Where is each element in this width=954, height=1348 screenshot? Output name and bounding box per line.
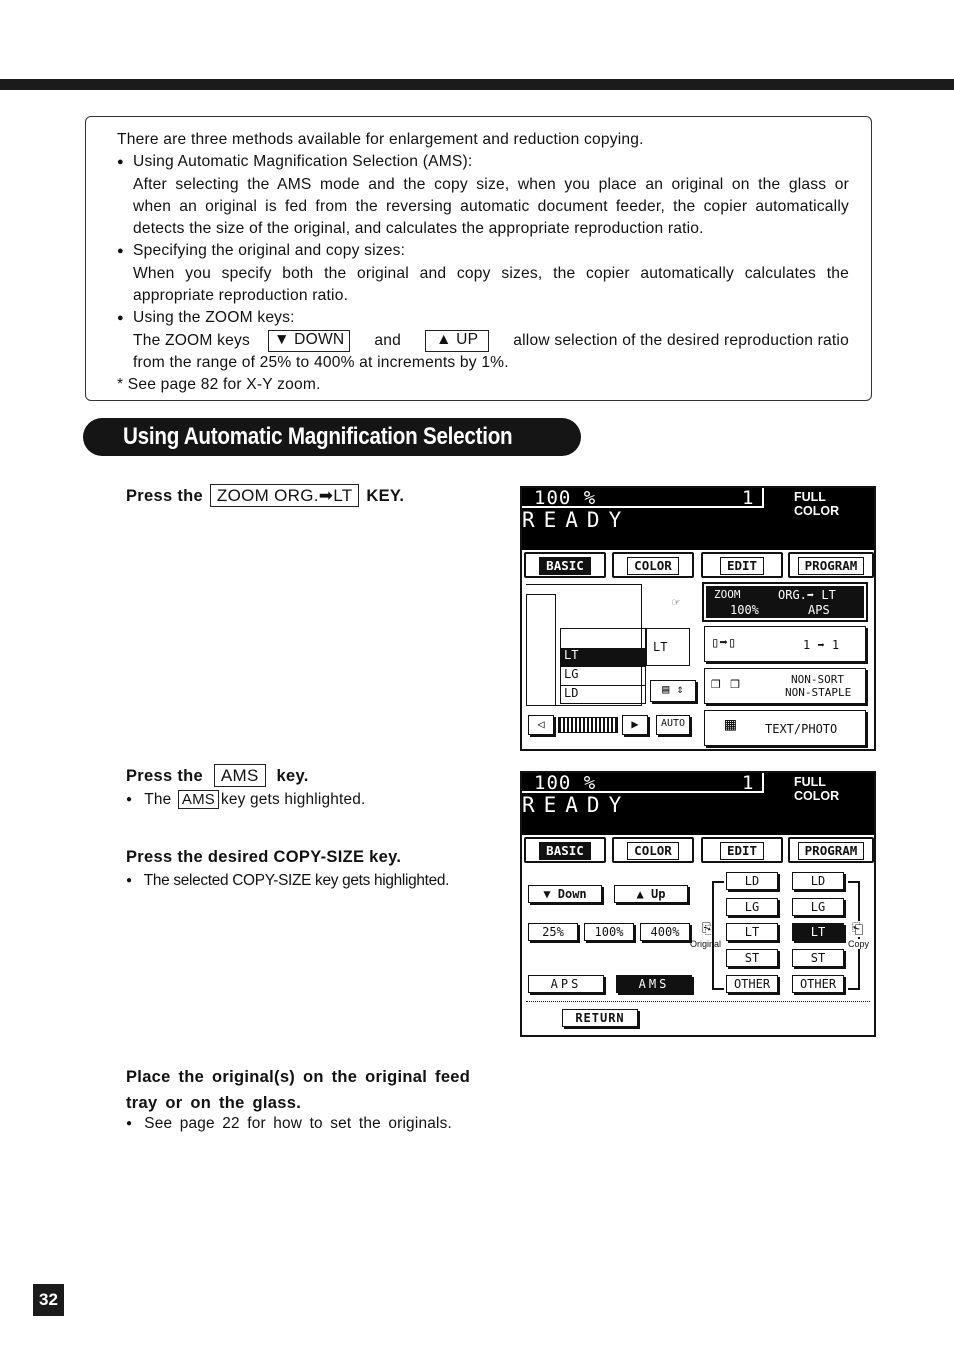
tray-lg[interactable]: LG — [560, 667, 646, 686]
document-icon: ▦ — [725, 714, 736, 735]
zoom-org-key-label: ZOOM ORG.➡LT — [210, 484, 360, 507]
tab-program[interactable]: PROGRAM — [788, 837, 874, 863]
tab-color[interactable]: COLOR — [612, 837, 694, 863]
control-panel-basic — [520, 486, 876, 751]
intro-text: and — [374, 331, 401, 349]
copy-label: Copy — [848, 939, 870, 949]
zoom-up-button[interactable]: ▲ Up — [614, 885, 688, 903]
copy-icon: ⎗ — [852, 921, 864, 937]
tab-program[interactable]: PROGRAM — [788, 552, 874, 578]
bullet-sizes: ● Specifying the original and copy sizes: — [117, 240, 849, 262]
intro-line: when an original is fed from the reversing automatic document feeder, the copier automatically — [133, 197, 849, 215]
intro-line — [117, 330, 849, 352]
original-mode-button[interactable]: ▦ TEXT/PHOTO — [704, 710, 866, 746]
original-ld[interactable]: LD — [726, 872, 778, 890]
copy-count: 1 — [742, 772, 754, 794]
intro-box — [85, 116, 872, 401]
step-1 — [126, 484, 404, 507]
hand-icon: ☞ — [662, 594, 690, 612]
bracket — [848, 881, 860, 883]
bullet-zoom: ● Using the ZOOM keys: — [117, 307, 849, 329]
original-icon: ⎘ — [702, 921, 714, 937]
ready-message: READY — [522, 508, 631, 532]
duplex-icon: ▯➡▯ — [711, 635, 737, 651]
step-3: Press the desired COPY-SIZE key. — [126, 848, 402, 866]
step-3-note: ● The selected COPY-SIZE key gets highlighted. — [126, 872, 450, 889]
step-2-note: ● The AMS key gets highlighted. — [126, 791, 366, 808]
note-text: The — [144, 791, 172, 808]
duplex-button[interactable]: ▯➡▯ 1 ➡ 1 — [704, 626, 866, 662]
intro-text: There are three methods available for enlargement and reduction copying. — [117, 131, 644, 148]
zoom-down-button[interactable]: ▼ Down — [528, 885, 602, 903]
bracket — [848, 988, 860, 990]
divider — [526, 1001, 870, 1002]
note-text: See page 22 for how to set the originals. — [144, 1115, 452, 1132]
original-other[interactable]: OTHER — [726, 975, 778, 993]
intro-line: appropriate reproduction ratio. — [133, 287, 349, 305]
intro-line: from the range of 25% to 400% at increments by 1%. — [133, 353, 509, 371]
preset-25-button[interactable]: 25% — [528, 923, 578, 941]
bullet-ams: ● Using Automatic Magnification Selection (AMS): — [117, 151, 849, 173]
copy-count: 1 — [742, 487, 754, 509]
step-text: key. — [276, 767, 309, 785]
step-2 — [126, 764, 309, 787]
intro-text: The ZOOM keys — [133, 331, 250, 349]
step-4-note: ● See page 22 for how to set the originals. — [126, 1115, 452, 1132]
tray-lt[interactable]: LT — [560, 648, 646, 667]
down-key-label: ▼ DOWN — [268, 330, 350, 352]
intro-line: After selecting the AMS mode and the copy size, when you place an original on the glass or — [133, 175, 849, 193]
preset-400-button[interactable]: 400% — [640, 923, 690, 941]
tab-basic[interactable]: BASIC — [524, 837, 606, 863]
note-text: The selected COPY-SIZE key gets highlighted. — [143, 872, 450, 889]
original-lt[interactable]: LT — [726, 923, 778, 941]
ams-key-label: AMS — [214, 764, 266, 787]
bypass-lt[interactable]: LT — [646, 628, 690, 666]
status-display — [522, 488, 874, 550]
header-bar — [0, 79, 954, 90]
step-text: KEY. — [366, 487, 405, 505]
sort-icon: ❐ ❐ — [711, 673, 740, 692]
copy-lt[interactable]: LT — [792, 923, 844, 941]
step-text: tray or on the glass. — [126, 1094, 302, 1112]
copy-ld[interactable]: LD — [792, 872, 844, 890]
copier-body — [526, 594, 556, 706]
tab-edit[interactable]: EDIT — [701, 552, 783, 578]
density-scale[interactable] — [558, 717, 618, 733]
copy-lg[interactable]: LG — [792, 898, 844, 916]
page-number: 32 — [33, 1284, 64, 1316]
control-panel-zoom — [520, 771, 876, 1037]
tray-select-button[interactable]: ▤ ⇕ — [650, 680, 696, 702]
sort-button[interactable]: ❐ ❐ NON-SORT NON-STAPLE — [704, 668, 866, 704]
intro-text: allow selection of the desired reproduction ratio — [513, 331, 849, 349]
intro-line: detects the size of the original, and calculates the appropriate reproduction ratio. — [133, 220, 704, 238]
section-heading: Using Automatic Magnification Selection — [83, 418, 581, 456]
tab-basic[interactable]: BASIC — [524, 552, 606, 578]
step-4 — [126, 1064, 470, 1116]
tab-color[interactable]: COLOR — [612, 552, 694, 578]
lighter-button[interactable]: ◁ — [528, 715, 554, 735]
darker-button[interactable]: ▶ — [622, 715, 648, 735]
intro-line: When you specify both the original and copy sizes, the copier automatically calculates the — [133, 264, 849, 282]
auto-density-button[interactable]: AUTO — [656, 715, 690, 735]
up-key-label: ▲ UP — [425, 330, 489, 352]
ams-button[interactable]: AMS — [616, 975, 692, 993]
return-button[interactable]: RETURN — [562, 1009, 638, 1027]
step-text: Press the — [126, 767, 203, 785]
tab-edit[interactable]: EDIT — [701, 837, 783, 863]
ratio-readout: 100 % — [534, 487, 597, 509]
original-label: Original — [690, 939, 722, 949]
original-lg[interactable]: LG — [726, 898, 778, 916]
mode-tabs — [524, 552, 874, 580]
ready-message: READY — [522, 793, 631, 817]
bracket — [712, 881, 724, 883]
bracket — [712, 988, 724, 990]
color-mode-indicator: FULL COLOR — [794, 775, 840, 803]
zoom-button[interactable]: ZOOM 100% ORG.➡ LT APS — [704, 584, 866, 620]
note: * See page 82 for X-Y zoom. — [117, 376, 321, 394]
mode-tabs — [524, 837, 874, 865]
copy-st[interactable]: ST — [792, 949, 844, 967]
step-text: Press the — [126, 487, 203, 505]
step-text: Place the original(s) on the original feed — [126, 1068, 471, 1086]
aps-button[interactable]: APS — [528, 975, 604, 993]
note-text: key gets highlighted. — [220, 791, 366, 808]
tray-ld[interactable]: LD — [564, 686, 579, 700]
ams-key-label: AMS — [178, 790, 219, 809]
status-display — [522, 773, 874, 835]
color-mode-indicator: FULL COLOR — [794, 490, 840, 518]
copy-other[interactable]: OTHER — [792, 975, 844, 993]
preset-100-button[interactable]: 100% — [584, 923, 634, 941]
original-st[interactable]: ST — [726, 949, 778, 967]
ratio-readout: 100 % — [534, 772, 597, 794]
